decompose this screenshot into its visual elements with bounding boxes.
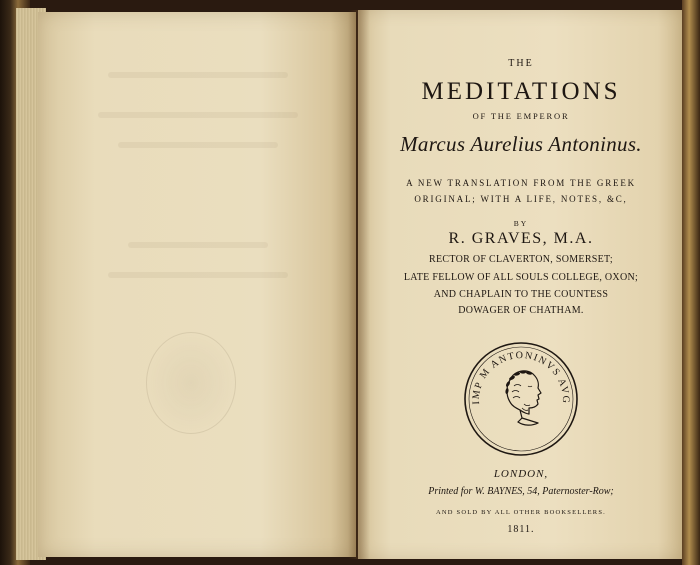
- medallion-legend: IMP M ANTONINVS AVG: [470, 350, 572, 405]
- author-credential-3: AND CHAPLAIN TO THE COUNTESS: [433, 289, 609, 300]
- title-page: [358, 10, 684, 559]
- bleed-through-text: [108, 72, 288, 78]
- title-article: THE: [508, 58, 534, 69]
- bleed-through-text: [128, 242, 268, 248]
- emperor-name: Marcus Aurelius Antoninus.: [400, 132, 642, 156]
- bleed-through-text: [98, 112, 298, 118]
- medallion-svg: [462, 340, 580, 458]
- book-gutter: [348, 10, 370, 559]
- translation-line-1: A NEW TRANSLATION FROM THE GREEK: [406, 178, 636, 188]
- author-credential-4: DOWAGER OF CHATHAM.: [458, 305, 584, 316]
- bleed-through-text: [118, 142, 278, 148]
- author-name: R. GRAVES, M.A.: [448, 230, 594, 247]
- title-subline: OF THE EMPEROR: [472, 111, 570, 121]
- main-title: MEDITATIONS: [421, 78, 621, 105]
- author-credential-1: RECTOR OF CLAVERTON, SOMERSET;: [429, 254, 613, 265]
- publication-year: 1811.: [507, 524, 535, 535]
- emperor-portrait-coin-icon: [462, 340, 580, 458]
- printer-line: Printed for W. BAYNES, 54, Paternoster-Row;: [428, 486, 614, 497]
- bleed-through-text: [108, 272, 288, 278]
- author-credential-2: LATE FELLOW OF ALL SOULS COLLEGE, OXON;: [403, 272, 639, 283]
- right-binding-edge: [682, 0, 700, 565]
- translation-line-2: ORIGINAL; WITH A LIFE, NOTES, &C,: [414, 194, 628, 204]
- left-blank-page: [38, 12, 356, 557]
- by-line: BY: [513, 219, 529, 228]
- bleed-through-medallion: [146, 332, 236, 434]
- svg-text:IMP M ANTONINVS AVG: [471, 350, 571, 405]
- booksellers-line: AND SOLD BY ALL OTHER BOOKSELLERS.: [436, 509, 606, 516]
- publication-place: LONDON,: [493, 468, 549, 480]
